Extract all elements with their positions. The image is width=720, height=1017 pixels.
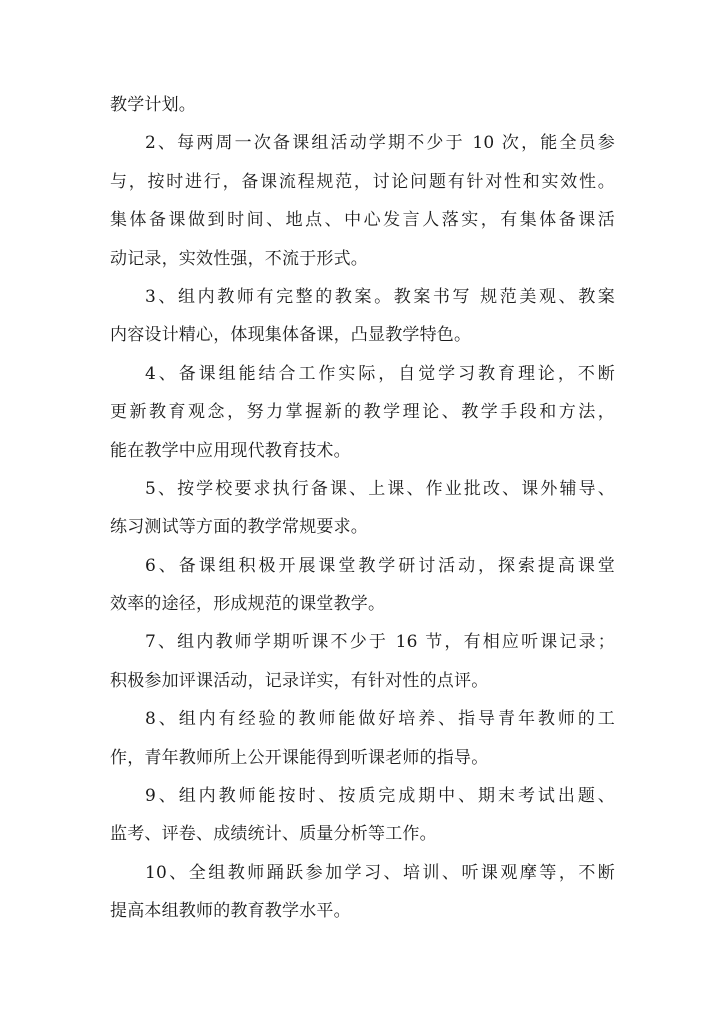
text-line: 教学计划。 [110, 95, 196, 115]
text-line: 内容设计精心，体现集体备课，凸显教学特色。 [110, 325, 472, 346]
text-line: 8、组内有经验的教师能做好培养、指导青年教师的工 [145, 709, 615, 730]
text-line: 更新教育观念，努力掌握新的教学理论、教学手段和方法， [110, 402, 615, 423]
text-line: 能在教学中应用现代教育技术。 [110, 440, 351, 461]
text-line: 3、组内教师有完整的教案。教案书写 规范美观、教案 [145, 286, 615, 307]
text-line: 4、备课组能结合工作实际，自觉学习教育理论，不断 [145, 363, 615, 384]
text-line: 练习测试等方面的教学常规要求。 [110, 517, 368, 538]
text-line: 提高本组教师的教育教学水平。 [110, 901, 351, 922]
text-line: 监考、评卷、成绩统计、质量分析等工作。 [110, 824, 437, 845]
text-line: 10、全组教师踊跃参加学习、培训、听课观摩等，不断 [145, 862, 615, 883]
text-line: 6、备课组积极开展课堂教学研讨活动，探索提高课堂 [145, 555, 615, 576]
text-line: 9、组内教师能按时、按质完成期中、期末考试出题、 [145, 786, 615, 807]
text-line: 集体备课做到时间、地点、中心发言人落实，有集体备课活 [110, 210, 615, 231]
text-line: 与，按时进行，备课流程规范，讨论问题有针对性和实效性。 [110, 171, 615, 192]
text-line: 2、每两周一次备课组活动学期不少于 10 次，能全员参 [145, 133, 615, 154]
text-line: 5、按学校要求执行备课、上课、作业批改、课外辅导、 [145, 478, 615, 499]
text-line: 积极参加评课活动，记录详实，有针对性的点评。 [110, 670, 489, 691]
text-line: 效率的途径，形成规范的课堂教学。 [110, 594, 386, 615]
text-line: 动记录，实效性强，不流于形式。 [110, 248, 368, 269]
text-line: 7、组内教师学期听课不少于 16 节，有相应听课记录； [145, 632, 615, 653]
text-line: 作，青年教师所上公开课能得到听课老师的指导。 [110, 747, 489, 768]
document-body [110, 86, 615, 931]
